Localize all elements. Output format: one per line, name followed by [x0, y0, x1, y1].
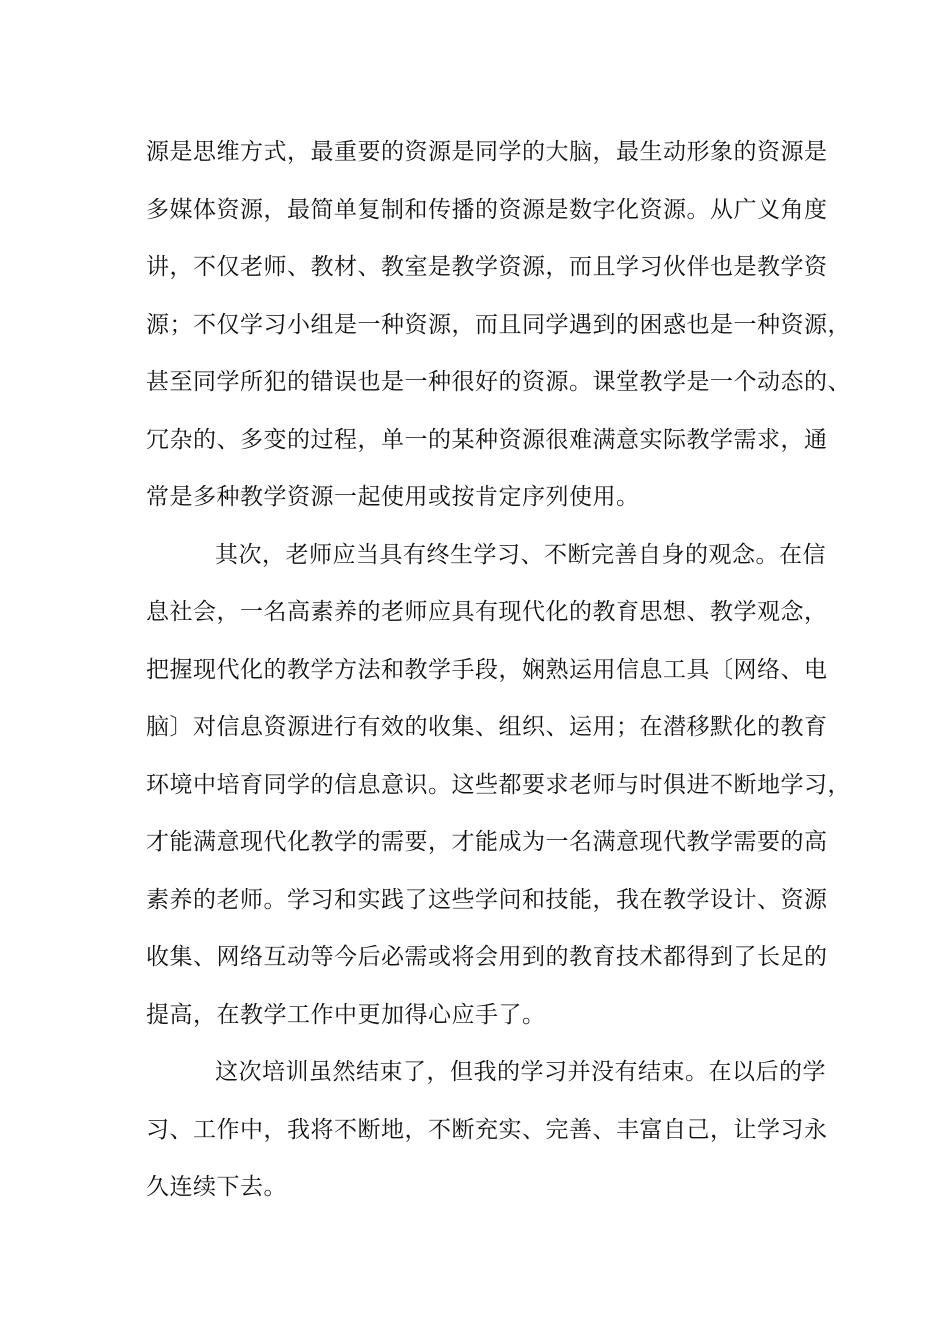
text-line: 源是思维方式，最重要的资源是同学的大脑，最生动形象的资源是: [146, 139, 828, 165]
text-line: 常是多种教学资源一起使用或按肯定序列使用。: [146, 484, 640, 510]
text-line: 收集、网络互动等今后必需或将会用到的教育技术都得到了长足的: [146, 944, 828, 970]
text-line: 息社会，一名高素养的老师应具有现代化的教育思想、教学观念，: [146, 599, 828, 625]
text-line: 久连续下去。: [146, 1174, 287, 1200]
text-line: 冗杂的、多变的过程，单一的某种资源很难满意实际教学需求，通: [146, 426, 828, 453]
text-line: 讲，不仅老师、教材、教室是教学资源，而且学习伙伴也是教学资: [146, 254, 828, 280]
text-line: 源；不仅学习小组是一种资源，而且同学遇到的困惑也是一种资源，: [146, 311, 851, 338]
text-line: 脑〕对信息资源进行有效的收集、组织、运用；在潜移默化的教育: [146, 714, 828, 740]
text-line: 环境中培育同学的信息意识。这些都要求老师与时俱进不断地学习，: [146, 771, 851, 798]
text-line: 其次，老师应当具有终生学习、不断完善自身的观念。在信: [215, 541, 826, 568]
text-line: 素养的老师。学习和实践了这些学问和技能，我在教学设计、资源: [146, 886, 828, 913]
text-line: 甚至同学所犯的错误也是一种很好的资源。课堂教学是一个动态的、: [146, 369, 851, 395]
text-line: 把握现代化的教学方法和教学手段，娴熟运用信息工具〔网络、电: [146, 656, 828, 683]
body-text: [146, 132, 851, 1225]
text-line: 才能满意现代化教学的需要，才能成为一名满意现代教学需要的高: [146, 829, 828, 855]
text-line: 这次培训虽然结束了，但我的学习并没有结束。在以后的学: [215, 1059, 826, 1085]
text-line: 提高，在教学工作中更加得心应手了。: [146, 1001, 546, 1028]
text-line: 习、工作中，我将不断地，不断充实、完善、丰富自己，让学习永: [146, 1116, 828, 1143]
text-line: 多媒体资源，最简单复制和传播的资源是数字化资源。从广义角度: [146, 196, 828, 223]
